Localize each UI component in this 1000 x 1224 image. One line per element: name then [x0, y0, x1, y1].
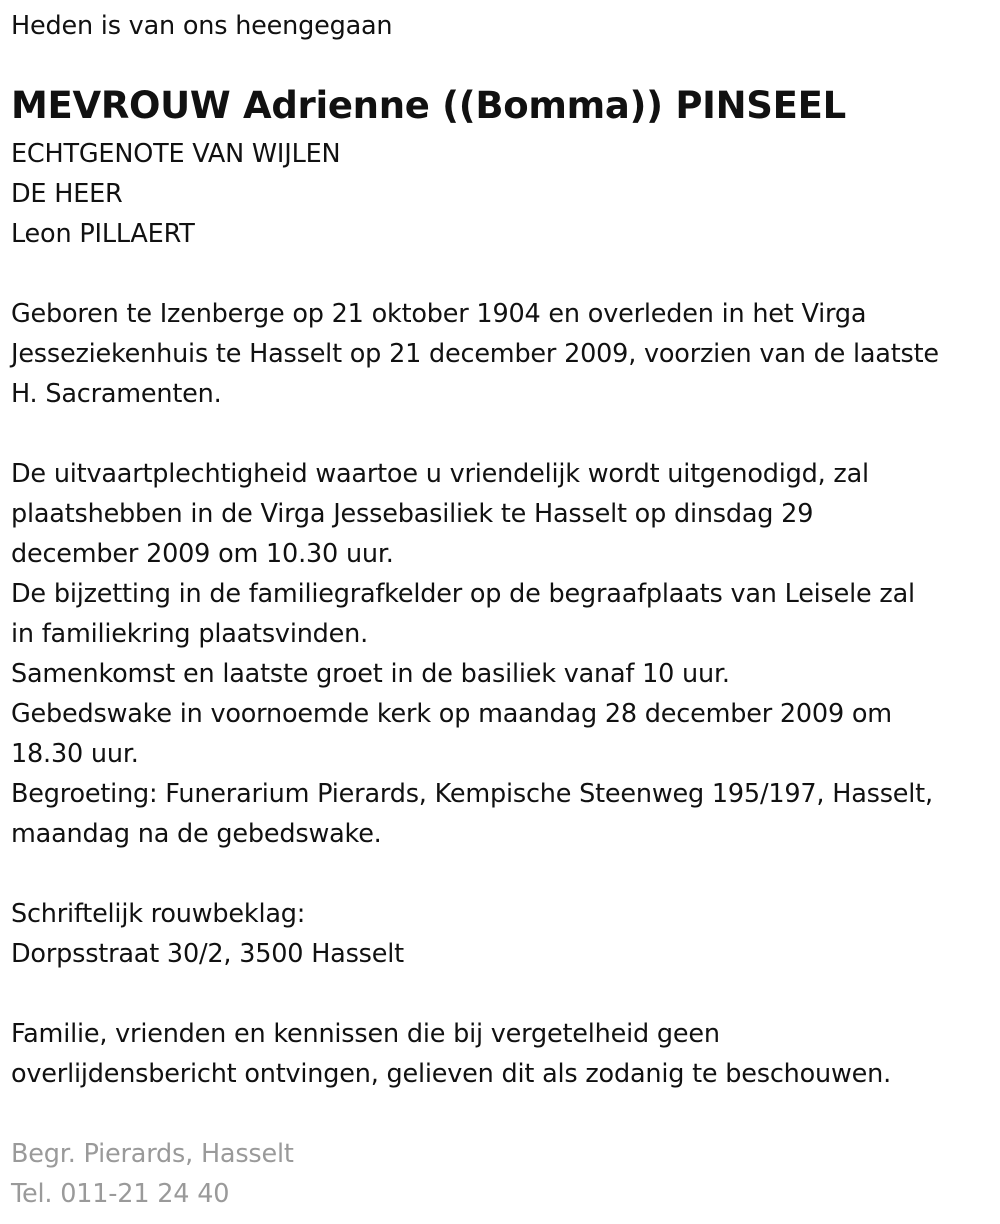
condolences-address: Dorpsstraat 30/2, 3500 Hasselt — [11, 939, 404, 969]
spouse-line: Leon PILLAERT — [11, 219, 195, 249]
undertaker-footer — [11, 1134, 294, 1214]
funeral-line: 18.30 uur. — [11, 739, 139, 769]
funeral-line: De bijzetting in de familiegrafkelder op de begraafplaats van Leisele zal — [11, 579, 915, 609]
undertaker-phone: Tel. 011-21 24 40 — [11, 1179, 230, 1209]
funeral-paragraph — [11, 454, 933, 854]
family-note-line: overlijdensbericht ontvingen, gelieven dit als zodanig te beschouwen. — [11, 1059, 892, 1089]
birth-death-line: Jesseziekenhuis te Hasselt op 21 december 2009, voorzien van de laatste — [11, 339, 939, 369]
condolences-block — [11, 894, 404, 974]
funeral-line: plaatshebben in de Virga Jessebasiliek te Hasselt op dinsdag 29 — [11, 499, 814, 529]
undertaker-name: Begr. Pierards, Hasselt — [11, 1139, 294, 1169]
funeral-line: in familiekring plaatsvinden. — [11, 619, 369, 649]
spouse-block — [11, 134, 340, 254]
family-note-line: Familie, vrienden en kennissen die bij vergetelheid geen — [11, 1019, 720, 1049]
funeral-line: maandag na de gebedswake. — [11, 819, 382, 849]
funeral-line: Gebedswake in voornoemde kerk op maandag 28 december 2009 om — [11, 699, 892, 729]
funeral-line: Begroeting: Funerarium Pierards, Kempische Steenweg 195/197, Hasselt, — [11, 779, 933, 809]
intro-text: Heden is van ons heengegaan — [11, 11, 393, 41]
family-note — [11, 1014, 891, 1094]
birth-death-line: H. Sacramenten. — [11, 379, 222, 409]
funeral-line: december 2009 om 10.30 uur. — [11, 539, 394, 569]
spouse-line: ECHTGENOTE VAN WIJLEN — [11, 139, 341, 169]
birth-death-paragraph — [11, 294, 939, 414]
condolences-line: Schriftelijk rouwbeklag: — [11, 899, 306, 929]
funeral-line: Samenkomst en laatste groet in de basiliek vanaf 10 uur. — [11, 659, 730, 689]
spouse-line: DE HEER — [11, 179, 123, 209]
birth-death-line: Geboren te Izenberge op 21 oktober 1904 en overleden in het Virga — [11, 299, 867, 329]
deceased-name: MEVROUW Adrienne ((Bomma)) PINSEEL — [11, 84, 846, 127]
funeral-line: De uitvaartplechtigheid waartoe u vriendelijk wordt uitgenodigd, zal — [11, 459, 869, 489]
